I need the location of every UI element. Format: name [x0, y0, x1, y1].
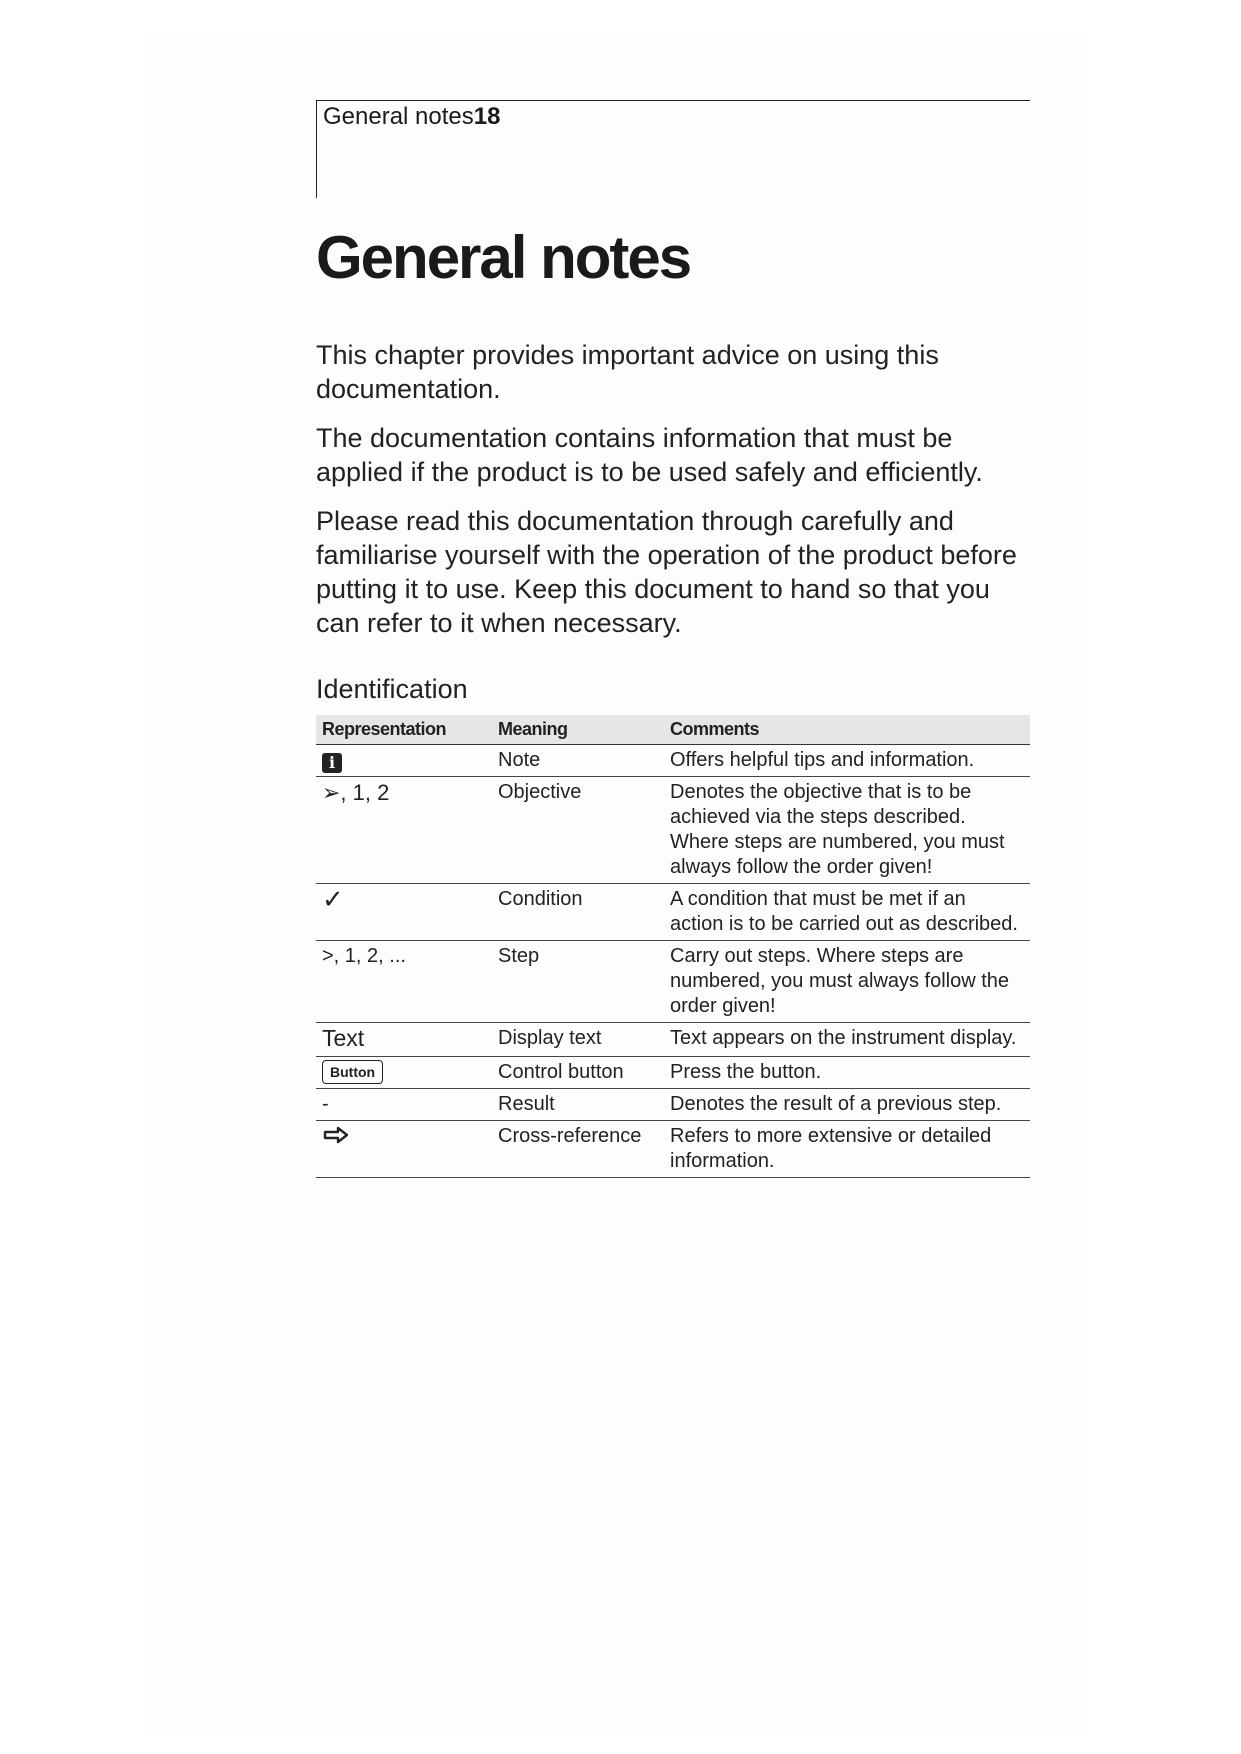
comment-cell: Offers helpful tips and information.	[670, 749, 975, 771]
comment-cell: Press the button.	[670, 1061, 822, 1083]
header-comments: Comments	[670, 719, 760, 739]
representation-cell	[316, 1023, 492, 1057]
header-representation: Representation	[322, 719, 447, 739]
comment-cell: Text appears on the instrument display.	[670, 1027, 1017, 1049]
info-icon: i	[322, 753, 342, 773]
page-title: General notes	[316, 224, 691, 291]
intro-paragraph-1: This chapter provides important advice on using this documentation.	[316, 340, 939, 404]
header-section: General notes	[323, 103, 474, 130]
table-row	[316, 1023, 1030, 1057]
representation-cell	[316, 884, 492, 941]
arrow-icon: ➢, 1, 2	[322, 780, 390, 805]
table-row	[316, 777, 1030, 884]
representation-cell	[316, 745, 492, 777]
page-header	[316, 100, 1030, 198]
meaning-cell: Condition	[498, 888, 583, 910]
identification-heading: Identification	[316, 674, 468, 704]
page-content	[316, 100, 1030, 1178]
button-icon: Button	[322, 1060, 383, 1084]
comment-cell: A condition that must be met if an action is to be carried out as described.	[670, 888, 1018, 935]
display-text-sample: Text	[322, 1025, 365, 1051]
comment-cell: Denotes the result of a previous step.	[670, 1093, 1002, 1115]
representation-cell	[316, 1057, 492, 1089]
identification-table	[316, 715, 1030, 1178]
meaning-cell: Result	[498, 1093, 555, 1115]
meaning-cell: Cross-reference	[498, 1125, 642, 1147]
meaning-cell: Note	[498, 749, 541, 771]
table-row	[316, 941, 1030, 1023]
table-row	[316, 1057, 1030, 1089]
comment-cell: Refers to more extensive or detailed information.	[670, 1125, 992, 1172]
intro-paragraph-2: The documentation contains information that must be applied if the product is to be used safely and efficiently.	[316, 423, 983, 487]
representation-cell: >, 1, 2, ...	[322, 945, 406, 967]
cross-reference-icon	[322, 1125, 350, 1147]
table-row	[316, 745, 1030, 777]
table-row	[316, 1121, 1030, 1178]
comment-cell: Denotes the objective that is to be achieved via the steps described. Where steps are numbered, you must always follow the order given!	[670, 781, 1005, 878]
meaning-cell: Objective	[498, 781, 582, 803]
table-header-row	[316, 715, 1030, 745]
header-meaning: Meaning	[498, 719, 568, 739]
table-row	[316, 884, 1030, 941]
meaning-cell: Control button	[498, 1061, 624, 1083]
representation-cell: -	[322, 1093, 329, 1115]
representation-cell	[316, 1121, 492, 1178]
running-header	[323, 103, 500, 131]
table-row	[316, 1089, 1030, 1121]
intro-paragraph-3: Please read this documentation through carefully and familiarise yourself with the operation of the product before putting it to use. Keep this document to hand so that you can refer to it when necessary.	[316, 506, 1017, 638]
meaning-cell: Step	[498, 945, 540, 967]
header-page-number: 18	[473, 103, 501, 130]
check-icon: ✓	[322, 884, 344, 914]
representation-cell	[316, 777, 492, 884]
meaning-cell: Display text	[498, 1027, 602, 1049]
comment-cell: Carry out steps. Where steps are numbered, you must always follow the order given!	[670, 945, 1010, 1017]
